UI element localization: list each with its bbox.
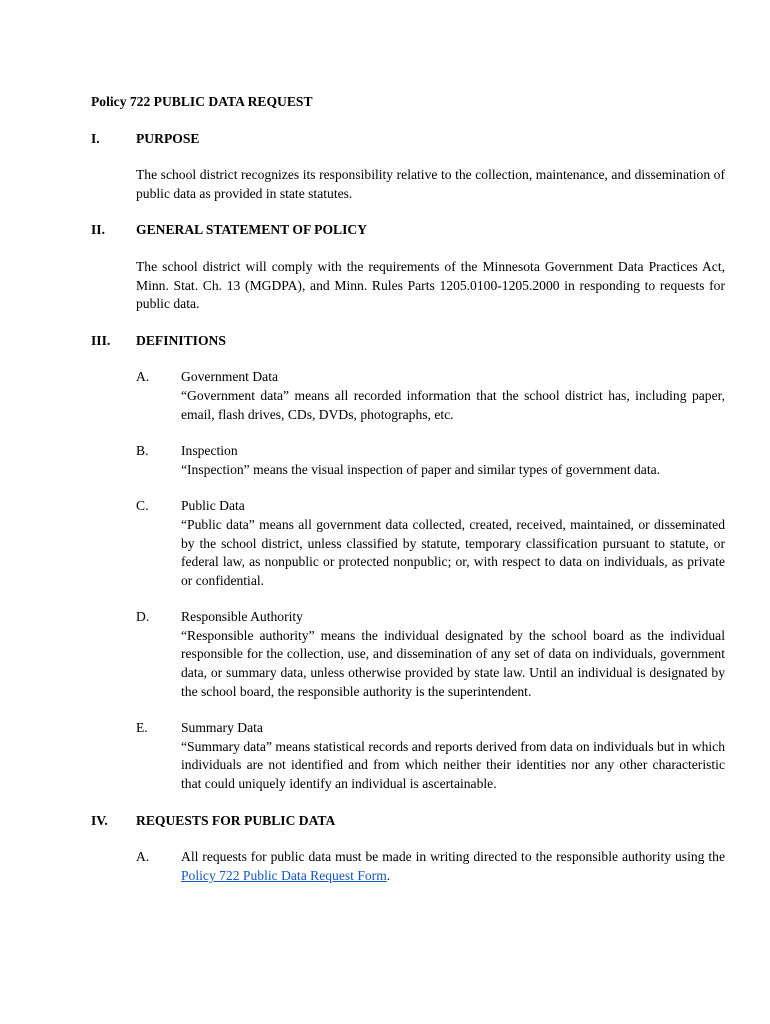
section-title: DEFINITIONS [136,332,226,348]
definition-item-public-data [136,497,725,590]
request-text: All requests for public data must be made in writing directed to the responsible authority using the [181,849,725,865]
section-general-statement [91,221,725,313]
item-letter: E. [136,720,148,736]
section-heading [91,332,725,351]
item-letter: A. [136,849,150,865]
section-paragraph: The school district will comply with the requirements of the Minnesota Government Data Practices Act, Minn. Stat. Ch. 13 (MGDPA), and Minn. Rules Parts 1205.0100-1205.2000 in responding to requests for public data. [136,258,725,312]
definition-term: Inspection [181,443,238,459]
request-text-end: . [386,867,391,883]
requests-list [136,848,725,885]
section-purpose [91,130,725,204]
section-requests [91,812,725,886]
definition-item-inspection [136,442,725,479]
definitions-list [136,368,725,793]
item-letter: A. [136,369,150,385]
request-form-link[interactable]: Policy 722 Public Data Request Form [181,867,387,883]
section-heading [91,221,725,240]
definition-item-responsible-authority [136,608,725,701]
item-letter: D. [136,609,150,625]
section-number: II. [91,222,105,238]
definition-text: “Responsible authority” means the individual designated by the school board as the individual responsible for the collection, use, and dissemination of any set of data on individuals, government data, or summary data, unless otherwise provided by state law. Until an individual is designated by the school board, the responsible authority is the superintendent. [181,627,725,699]
definition-text: “Inspection” means the visual inspection of paper and similar types of government data. [181,461,661,477]
document-page [91,93,725,903]
item-letter: C. [136,498,149,514]
definition-term: Public Data [181,498,245,514]
section-number: III. [91,332,111,348]
item-letter: B. [136,443,149,459]
request-item [136,848,725,885]
definition-text: “Public data” means all government data collected, created, received, maintained, or disseminated by the school district, unless classified by statute, temporary classification pursuant to statute, or federal law, as nonpublic or protected nonpublic; or, with respect to data on individuals, as private or confidential. [181,516,725,588]
definition-term: Government Data [181,369,279,385]
section-heading [91,130,725,149]
section-heading [91,812,725,831]
section-paragraph: The school district recognizes its responsibility relative to the collection, maintenance, and dissemination of public data as provided in state statutes. [136,167,725,201]
section-number: I. [91,130,100,146]
section-number: IV. [91,812,108,828]
section-definitions [91,332,725,794]
section-title: REQUESTS FOR PUBLIC DATA [136,812,336,828]
definition-text: “Government data” means all recorded information that the school district has, including paper, email, flash drives, CDs, DVDs, photographs, etc. [181,387,725,422]
definition-term: Summary Data [181,720,263,736]
section-title: GENERAL STATEMENT OF POLICY [136,222,368,238]
section-title: PURPOSE [136,130,200,146]
definition-text: “Summary data” means statistical records and reports derived from data on individuals but in which individuals are not identified and from which neither their identities nor any other characteristic that could uniquely identify an individual is ascertainable. [181,738,725,792]
definition-item-summary-data [136,719,725,793]
definition-item-government-data [136,368,725,424]
document-title: Policy 722 PUBLIC DATA REQUEST [91,94,313,109]
definition-term: Responsible Authority [181,609,303,625]
